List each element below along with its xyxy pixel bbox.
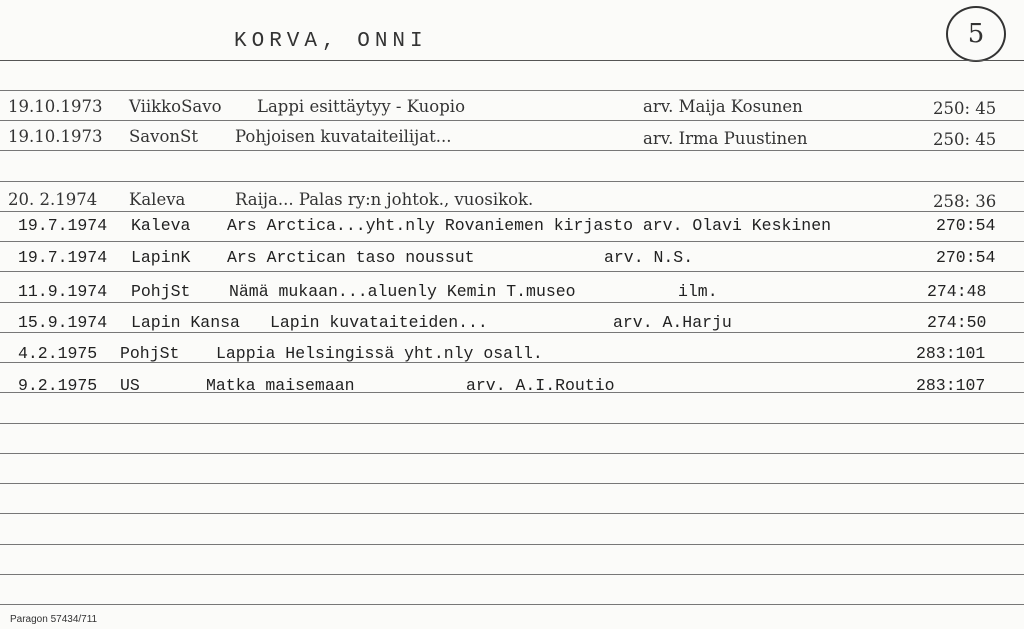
entry-source: Lapin Kansa (131, 313, 240, 332)
entry-ref: 250: 45 (933, 130, 997, 149)
entry-ref: 270:54 (936, 216, 996, 235)
ruled-line (0, 90, 1024, 91)
entry-ref: 250: 45 (933, 99, 997, 118)
entry-text: Lappia Helsingissä yht.nly osall. (216, 344, 543, 363)
entry-reviewer: arv. Irma Puustinen (643, 129, 808, 148)
entry-source: ViikkoSavo (129, 97, 222, 116)
entry-text: Matka maisemaan (206, 376, 355, 395)
entry-date: 11.9.1974 (18, 282, 108, 301)
entry-text: Ars Arctican taso noussut (227, 248, 475, 267)
ruled-line (0, 483, 1024, 484)
ruled-line (0, 150, 1024, 151)
card-number-circle (946, 6, 1006, 62)
ruled-line (0, 271, 1024, 272)
entry-date: 4.2.1975 (18, 344, 98, 363)
card-number: 5 (967, 19, 985, 49)
ruled-line (0, 453, 1024, 454)
ruled-line (0, 211, 1024, 212)
ruled-line (0, 181, 1024, 182)
ruled-line (0, 423, 1024, 424)
ruled-line (0, 544, 1024, 545)
entry-ref: 258: 36 (933, 192, 997, 211)
entry-ref: 283:101 (916, 344, 986, 363)
entry-source: Kaleva (131, 216, 191, 235)
ruled-line (0, 604, 1024, 605)
entry-date: 19.7.1974 (18, 248, 108, 267)
entry-source: Kaleva (129, 190, 186, 209)
entry-reviewer: arv. A.I.Routio (466, 376, 615, 395)
ruled-line (0, 120, 1024, 121)
ruled-line (0, 332, 1024, 333)
entry-date: 19.10.1973 (8, 127, 103, 146)
entry-text: Lappi esittäytyy - Kuopio (257, 97, 466, 116)
entry-date: 15.9.1974 (18, 313, 108, 332)
entry-date: 19.10.1973 (8, 97, 103, 116)
entry-source: LapinK (131, 248, 191, 267)
entry-date: 20. 2.1974 (8, 190, 98, 209)
entry-text: Pohjoisen kuvataiteilijat... (235, 127, 452, 146)
entry-source: PohjSt (131, 282, 191, 301)
entry-source: PohjSt (120, 344, 180, 363)
entry-source: SavonSt (129, 127, 198, 146)
card-footer: Paragon 57434/711 (10, 614, 98, 625)
entry-ref: 283:107 (916, 376, 986, 395)
entry-reviewer: arv. N.S. (604, 248, 694, 267)
header-rule (0, 60, 1024, 61)
ruled-line (0, 302, 1024, 303)
entry-text: Raija... Palas ry:n johtok., vuosikok. (235, 190, 534, 209)
entry-text: Lapin kuvataiteiden... (270, 313, 488, 332)
entry-source: US (120, 376, 140, 395)
entry-text: Nämä mukaan...aluenly Kemin T.museo (229, 282, 576, 301)
ruled-line (0, 241, 1024, 242)
entry-reviewer: ilm. (678, 282, 718, 301)
entry-ref: 270:54 (936, 248, 996, 267)
ruled-line (0, 513, 1024, 514)
entry-reviewer: arv. A.Harju (613, 313, 732, 332)
entry-date: 9.2.1975 (18, 376, 98, 395)
card-title: KORVA, ONNI (234, 30, 428, 53)
entry-text: Ars Arctica...yht.nly Rovaniemen kirjasto arv. Olavi Keskinen (227, 216, 831, 235)
entry-date: 19.7.1974 (18, 216, 108, 235)
ruled-line (0, 574, 1024, 575)
entry-ref: 274:50 (927, 313, 987, 332)
entry-reviewer: arv. Maija Kosunen (643, 97, 803, 116)
entry-ref: 274:48 (927, 282, 987, 301)
